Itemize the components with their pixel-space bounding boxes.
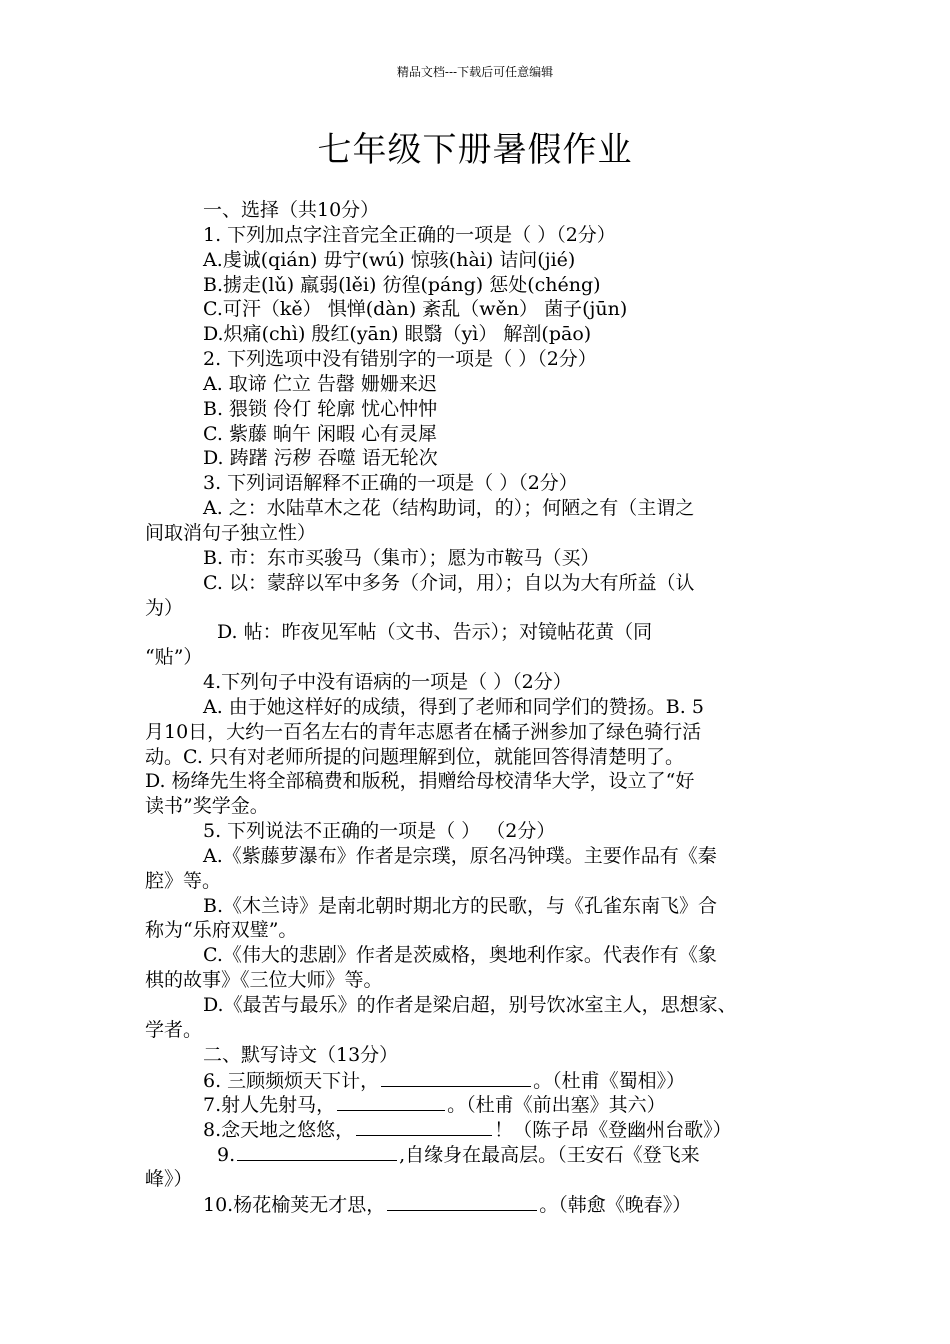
page-header: 精品文档---下载后可任意编辑 bbox=[396, 65, 554, 79]
question-3-option-c: C. 以：蒙辞以军中多务（介词，用）；自以为大有所益（认 bbox=[203, 571, 695, 594]
question-10-source: 。（韩愈《晚春》） bbox=[539, 1193, 692, 1216]
question-10-blank[interactable] bbox=[387, 1192, 537, 1211]
question-4-options-cont: 动。C. 只有对老师所提的问题理解到位，就能回答得清楚明了。 bbox=[145, 745, 684, 768]
section-heading: 一、选择（共10分） bbox=[203, 199, 380, 221]
question-2-option-c: C. 紫藤 晌午 闲暇 心有灵犀 bbox=[203, 422, 438, 445]
question-9-blank[interactable] bbox=[237, 1142, 397, 1161]
question-1-option-d: D.炽痛(chì) 殷红(yān) 眼翳（yì） 解剖(pāo) bbox=[203, 323, 592, 346]
question-6-source: 。（杜甫《蜀相》） bbox=[533, 1069, 686, 1092]
question-6-blank[interactable] bbox=[381, 1068, 531, 1087]
question-3-option-a: A. 之：水陆草木之花（结构助词，的）；何陋之有（主谓之 bbox=[203, 497, 695, 520]
question-1: 1. 下列加点字注音完全正确的一项是（ ）（2分） bbox=[203, 223, 616, 246]
question-8-blank[interactable] bbox=[356, 1117, 492, 1136]
question-5-option-c: C.《伟大的悲剧》作者是茨威格，奥地利作家。代表作有《象 bbox=[203, 944, 717, 967]
section-heading-2: 二、默写诗文（13分） bbox=[203, 1043, 399, 1066]
question-4-options: A. 由于她这样好的成绩，得到了老师和同学们的赞扬。B. 5 bbox=[203, 695, 704, 718]
page-title: 七年级下册暑假作业 bbox=[317, 130, 633, 170]
question-5-option-d: D.《最苦与最乐》的作者是梁启超，别号饮冰室主人，思想家、 bbox=[203, 994, 737, 1016]
question-6-text: 6. 三顾频烦天下计， bbox=[203, 1069, 380, 1092]
question-9-text: ,自缘身在最高层。（王安石《登飞来 bbox=[399, 1144, 700, 1167]
question-7 bbox=[145, 1092, 825, 1117]
question-9-cont: 峰》） bbox=[145, 1167, 193, 1190]
question-1-option-c: C.可汗（kě） 惧惮(dàn) 紊乱（wěn） 菌子(jūn) bbox=[203, 298, 628, 321]
question-5-option-d-cont: 学者。 bbox=[145, 1018, 203, 1041]
question-3-option-c-cont: 为） bbox=[145, 596, 184, 619]
question-1-option-a: A.虔诚(qián) 毋宁(wú) 惊骇(hài) 诘问(jié) bbox=[203, 248, 576, 271]
question-8-text: 8.念天地之悠悠， bbox=[203, 1119, 355, 1142]
question-2: 2. 下列选项中没有错别字的一项是（ ）（2分） bbox=[203, 348, 597, 371]
question-5-option-a: A.《紫藤萝瀑布》作者是宗璞，原名冯钟璞。主要作品有《秦 bbox=[203, 844, 717, 867]
question-8-source: ！（陈子昂《登幽州台歌》） bbox=[494, 1119, 732, 1142]
question-2-option-a: A. 取谛 伫立 告罄 姗姗来迟 bbox=[203, 372, 437, 395]
question-9 bbox=[145, 1142, 825, 1167]
question-3: 3. 下列词语解释不正确的一项是（ ）（2分） bbox=[203, 472, 578, 495]
question-7-source: 。（杜甫《前出塞》其六） bbox=[447, 1094, 666, 1117]
question-5-option-b: B.《木兰诗》是南北朝时期北方的民歌，与《孔雀东南飞》合 bbox=[203, 894, 718, 917]
question-4-options-cont: 月10日，大约一百名左右的青年志愿者在橘子洲参加了绿色骑行活 bbox=[145, 720, 702, 743]
question-5-option-c-cont: 棋的故事》《三位大师》等。 bbox=[145, 969, 383, 992]
question-3-option-d: D. 帖：昨夜见军帖（文书、告示）；对镜帖花黄（同 bbox=[217, 621, 653, 644]
question-2-option-b: B. 猥锁 伶仃 轮廓 忧心忡忡 bbox=[203, 397, 438, 420]
question-4-options-cont: D. 杨绛先生将全部稿费和版税，捐赠给母校清华大学，设立了“好 bbox=[145, 770, 695, 793]
question-5-option-b-cont: 称为“乐府双璧”。 bbox=[145, 919, 298, 942]
question-2-option-d: D. 踌躇 污秽 吞噬 语无轮次 bbox=[203, 447, 438, 470]
question-3-option-b: B. 市：东市买骏马（集市）；愿为市鞍马（买） bbox=[203, 546, 600, 569]
question-5-option-a-cont: 腔》等。 bbox=[145, 869, 222, 892]
question-1-option-b: B.掳走(lǔ) 羸弱(lěi) 彷徨(páng) 惩处(chéng) bbox=[203, 273, 601, 296]
question-4: 4.下列句子中没有语病的一项是（ ）（2分） bbox=[203, 671, 572, 694]
question-9-number: 9. bbox=[217, 1144, 236, 1167]
question-10-text: 10.杨花榆荚无才思， bbox=[203, 1193, 386, 1216]
question-5: 5. 下列说法不正确的一项是（ ） （2分） bbox=[203, 820, 556, 843]
question-10 bbox=[145, 1192, 825, 1217]
question-7-blank[interactable] bbox=[337, 1092, 445, 1111]
document-body bbox=[145, 198, 825, 1217]
question-3-option-d-cont: “贴”） bbox=[145, 646, 203, 669]
question-4-options-cont: 读书”奖学金。 bbox=[145, 795, 269, 818]
question-7-text: 7.射人先射马， bbox=[203, 1094, 336, 1117]
question-3-option-a-cont: 间取消句子独立性） bbox=[145, 521, 317, 544]
question-6 bbox=[145, 1068, 825, 1093]
question-8 bbox=[145, 1117, 825, 1142]
